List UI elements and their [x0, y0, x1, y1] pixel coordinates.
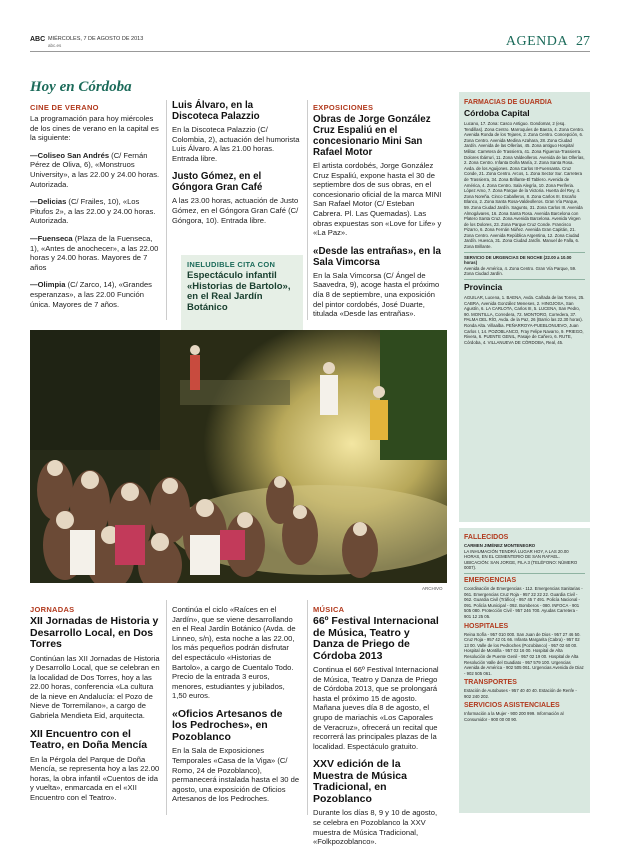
cine-name: —Coliseo San Andrés — [30, 150, 110, 160]
jornadas-column — [30, 605, 160, 811]
emergencias-list: Coordinación de Emergencias - 112. Emergencias Sanitarias - 061. Emergencias Cruz Roja - 957 22 22 22. Guardia Civil - 062. Guardia Civil (Tráfico) - 957 45 7 491. Policía Nacional - 091. Policía Municipal - 092. Bomberos - 080. INFOCA - 901 505 080. Protección Civil - 957 246 700. Ayudas Carretera - 901 12 25 05. — [464, 585, 583, 619]
justo-headline: Justo Gómez, en el Góngora Gran Café — [172, 171, 263, 194]
oficios-body-wrap — [172, 746, 300, 804]
cine-text: (C/ Fernán Pérez de Oliva, 6), «Monstruos University», a las 22.00 y 24.00 horas. Autorizada. — [30, 150, 160, 189]
cine-name: —Delicias — [30, 197, 67, 207]
section-name: AGENDA — [505, 34, 568, 49]
column-divider — [166, 100, 167, 320]
cine-body — [30, 114, 160, 309]
oficios-headline: «Oficios Artesanos de los Pedroches», en Pozoblanco — [172, 707, 283, 743]
cine-intro: La programación para hoy miércoles de los cines de verano en la capital es la siguiente: — [30, 114, 159, 143]
cine-item — [30, 234, 160, 272]
fallecidos-heading: FALLECIDOS — [464, 534, 509, 541]
cine-text: (C/ Frailes, 10), «Los Pitufos 2», a las 22.00 y 24.00 horas. Autorizada. — [30, 197, 156, 226]
festival-headline: 66º Festival Internacional de Música, Teatro y Danza de Priego de Córdoba 2013 — [313, 615, 439, 662]
cine-text: (C/ Zarco, 14), «Grandes esperanzas», a las 22.00 Función única. Mayores de 7 años. — [30, 280, 152, 309]
farmacias-sidebar — [459, 92, 590, 522]
emergencias-heading: EMERGENCIAS — [464, 576, 517, 584]
nightlife-column — [172, 100, 300, 233]
page-title: Hoy en Córdoba — [30, 79, 132, 95]
oficios-body: En la Sala de Exposiciones Temporales «Casa de la Viga» (C/ Romo, 24 de Pozoblanco), permanecerá instalada hasta el 30 de agosto, una exposición de Oficios Artesanos de los Pedroches. — [172, 746, 300, 804]
musica-column — [313, 605, 443, 846]
urgencias-noche-label: SERVICIO DE URGENCIAS DE NOCHE (22.00 a 10.00 horas) — [464, 254, 572, 266]
vimcorsa-body: En la Sala Vimcorsa (C/ Ángel de Saavedra, 9), acoge hasta el próximo día 8 de septiembre, una exposición del pintor cordobés, José Duarte, titulada «Desde las entrañas». — [313, 270, 440, 319]
servicios-sidebar — [459, 528, 590, 813]
event-photo — [30, 330, 447, 583]
cine-item — [30, 280, 160, 309]
page-header — [30, 34, 590, 52]
publication-name: ABC — [30, 36, 46, 43]
servicios-heading: SERVICIOS ASISTENCIALES — [464, 702, 560, 710]
teatro-headline: XII Encuentro con el Teatro, en Doña Mencía — [30, 727, 148, 752]
hospitales-list: Reina Sofía - 957 010 000. San Juan de Dios - 957 27 46 50. Cruz Roja - 957 42 01 66. Infanta Margarita (Cabra) - 957 02 13 00. Valle de los Pedroches (Pozoblanco) - 957 02 60 00. Hospital de Montilla - 957 02 16 00. Hospital de Alta Resolución de Puente Genil - 957 02 19 00. Hospital de Alta Resolución Valle del Guadiato - 957 579 100. Urgencias Avenida de América - 902 505 061. Urgencias Avenida de Diaz - 902 505 061. — [464, 631, 584, 676]
provincia-heading: Provincia — [464, 282, 503, 293]
justo-body-wrap — [172, 196, 300, 225]
fallecido-name: CARMEN JIMÉNEZ MONTENEGRO — [464, 543, 536, 548]
vimcorsa-headline: «Desde las entrañas», en la Sala Vimcorsa — [313, 245, 441, 268]
alvaro-body-wrap — [172, 125, 300, 163]
exposiciones-column — [313, 103, 443, 327]
cine-kicker: CINE DE VERANO — [30, 103, 99, 112]
muestra-body: Durante los días 8, 9 y 10 de agosto, se celebra en Pozoblanco la XXV muestra de Música Tradicional, «Folkpozoblanco». — [313, 808, 438, 846]
jornadas-body-wrap — [30, 654, 160, 721]
expo-body: El artista cordobés, Jorge González Cruz Espaliú, expone hasta el 30 de septiembre dos de sus obras, en el concesionario oficial de la marca MINI San Rafael Motor (C/ Esteban Cabrera. Pl. Las Quemadas). Las obras expuestas son «Love for Life» y «La Paz». — [313, 161, 442, 238]
justo-body: A las 23.00 horas, actuación de Justo Gómez, en el Góngora Gran Café (C/ Góngora, 10). Entrada libre. — [172, 196, 299, 225]
photo-credit: ARCHIVO — [422, 586, 443, 591]
teatro-body: En la Pérgola del Parque de Doña Mencía, se representa hoy a las 22.00 horas, la obra infantil «Cuentos de ida y vuelta», enmarcada en el «XII Encuentro con el Teatro». — [30, 754, 160, 803]
column-divider — [307, 600, 308, 815]
cine-text: (Plaza de la Fuenseca, 1), «Antes de anochecer», a las 22.00 horas y 24.00 horas. Mayores de 7 años — [30, 233, 159, 272]
jornadas-kicker: JORNADAS — [30, 605, 75, 614]
highlight-kicker: INELUDIBLE CITA CON — [187, 260, 276, 269]
cine-item — [30, 197, 160, 226]
festival-body-wrap — [313, 665, 443, 751]
expo-body-wrap — [313, 161, 443, 238]
highlight-headline: Espectáculo infantil «Historias de Bartolo», en el Real Jardín Botánico — [187, 270, 291, 313]
cine-name: —Fuenseca — [30, 233, 73, 243]
raices-column — [172, 605, 300, 812]
expo-kicker: EXPOSICIONES — [313, 103, 374, 112]
header-url[interactable]: abc.es — [48, 43, 62, 48]
musica-kicker: MÚSICA — [313, 605, 345, 614]
urgencias-noche-list: Avenida de América, 4. Zona Centro. Gran Vía Parque, 59. Zona Ciudad Jardín. — [464, 265, 577, 277]
divider — [464, 252, 585, 253]
cine-item — [30, 151, 160, 189]
transportes-heading: TRANSPORTES — [464, 679, 517, 687]
divider — [464, 573, 585, 574]
alvaro-headline: Luis Álvaro, en la Discoteca Palazzio — [172, 100, 260, 122]
farmacias-capital-heading: Córdoba Capital — [464, 108, 530, 118]
column-divider — [307, 100, 308, 320]
muestra-headline: XXV edición de la Muestra de Música Tradicional, en Pozoblanco — [313, 758, 407, 805]
servicios-list: Información a la Mujer - 900 200 999. Información al Consumidor - 900 00 00 90. — [464, 711, 564, 723]
header-date: MIÉRCOLES, 7 DE AGOSTO DE 2013 — [48, 36, 144, 42]
audience-stage-illustration — [30, 330, 447, 583]
alvaro-body: En la Discoteca Palazzio (C/ Colombia, 2), actuación del humorista Luis Álvaro. A las 21.00 horas. Entrada libre. — [172, 125, 300, 163]
page-number: 27 — [576, 34, 590, 49]
provincia-list: AGUILAR, Lucena, 1. BAENA, Avda. Cañada de las Torres, 25. CABRA, Avenida González Meneses, 2. HINOJOSA, San Agustín, 6. LA CARLOTA, Carlos III, 5. LUCENA, San Pedro, 90. MONTILLA, Corredera, 72. MONTORO, Corredera, 37. PALMA DEL RÍO, Avda. de la Paz, 26 (Barrio las 22.30 horas). Ronda Alta. Villaalba. PEÑARROYA-PUEBLONUEVO, Juan Carlos I, 14. POZOBLANCO, Fray Felipe Navarro, 9. PRIEGO, Rivera, 6. PUENTE GENIL, Pasaje de Cañero, 6. RUTE, Córdoba, 4. VILLANUEVA DE CÓRDOBA, Real, 45. — [464, 295, 585, 345]
muestra-body-wrap — [313, 808, 443, 846]
jornadas-headline: XII Jornadas de Historia y Desarrollo Local, en Dos Torres — [30, 615, 159, 650]
farmacias-heading: FARMACIAS DE GUARDIA — [464, 99, 552, 106]
column-divider — [166, 600, 167, 815]
hospitales-heading: HOSPITALES — [464, 622, 509, 630]
transportes-list: Estación de Autobuses - 957 40 40 40. Estación de Renfe - 902 240 202. — [464, 688, 577, 699]
teatro-body-wrap — [30, 755, 160, 803]
urgencias-noche-heading — [464, 255, 585, 266]
raices-body-wrap — [172, 605, 300, 701]
divider — [464, 279, 585, 280]
cine-name: —Olimpia — [30, 280, 66, 290]
raices-body: Continúa el ciclo «Raíces en el Jardín», que se viene desarrollando en el Real Jardín Botánico (Avda. de Linneo, s/n), esta noche a las 22.00, los más pequeños podrán disfrutar del espectáculo «Historias de Bartolo», a cargo de Cuentalo Todo. Precio de la entrada 3 euros, menores, estudiantes y jubilados, 1,50 euros. — [172, 605, 296, 701]
highlight-box — [181, 255, 303, 335]
jornadas-body: Continúan las XII Jornadas de Historia y Desarrollo Local, que se celebran en la localidad de Dos Torres, hoy a las 22.00 horas, conferencia «La cultura de la nieve en Andalucía: el Pozo de Nieve de Torremilano», a cargo de Gabriela Mendieta Eid, arquitecta. — [30, 653, 160, 721]
cine-de-verano-column — [30, 103, 160, 317]
farmacias-capital-list: Lucano, 17. Zona: Casco Antiguo. Gondomar, 2 (esq. Tendillas). Zona Centro. Marroquíes de Baeza, 4. Zona Centro. Avenida Ronda de los Tejares, 2. Zona Centro. Concepción, 6. Zona Centro. Avenida Medina Azahara, 28. Zona Ciudad Jardín. Avenida de las Ollerías, 45. Zona antiguo Hospital Militar. Carretera de Trassierra, 41. Zona Figueroa-Trassierra. Dolores Ibárruri, 11. Zona Valdeolleros. Avenida de las Ollerías, 2. Zona Centro. Infanta Doña María, 2. Zona Santa Rosa. Avda. de los Aguijones. Zona Carlos III-Fuensanta. Cruz Conde, 21. Zona Centro. Arcos, 1. Zona Sector Sur. Carretera de Trassierra, 34. Zona Brillante-El Tablero. Avenida de América, 4. Zona Centro. Sala Alegría, 10. Zona Periferia. López Amo, 7. Zona Parque de la Victoria. Huerta del Rey, 4. Zona Noreña. Cinco Caballeros, 8. Zona Carlos III. Escaño Blanco, 2. Zona Santa Rosa-Valdeolleros. Gran Vía Parque, 59. Zona Ciudad Jardín. Sagunto, 31. Zona Carlos III. Avenida Almogávares, 16. Zona Santa Rosa. Avenida Barcelona con Platero Santa Cruz. Zona Avenida Barcelona. Avenida Virgen de los Dolores, 23. Zona Parque Cruz Conde. Francisco Pizarro, 6. Zona Fernán Núñez. Avenida Gran Capitán, 21. Zona Centro. Avenida República Argentina, 12. Zona Ciudad Jardín. Huesca, 31. Zona Ciudad Jardín. Manuel de Falla, 6. Zona Brillante. — [464, 121, 585, 250]
fallecido-text: LA INHUMACIÓN TENDRÁ LUGAR HOY, A LAS 20.00 HORAS, EN EL CEMENTERIO DE SAN RAFAEL. UBICACIÓN: SAN JORGE, FILA 3 (TELÉFONO: NÚMERO 0007). — [464, 548, 578, 571]
vimcorsa-body-wrap — [313, 271, 443, 319]
festival-body: Continua el 66º Festival Internacional de Música, Teatro y Danza de Priego de Córdoba 2013, que se prolongará hasta el próximo 15 de agosto. Mañana jueves día 8 de agosto, el grupo de mariachis «Los Caporales de Veracruz», ofrecerá un recital que recorrerá las principales plazas de la localidad. Espectáculo gratuito. — [313, 665, 439, 751]
expo-headline: Obras de Jorge González Cruz Espaliú en el concesionario Mini San Rafael Motor — [313, 114, 431, 158]
